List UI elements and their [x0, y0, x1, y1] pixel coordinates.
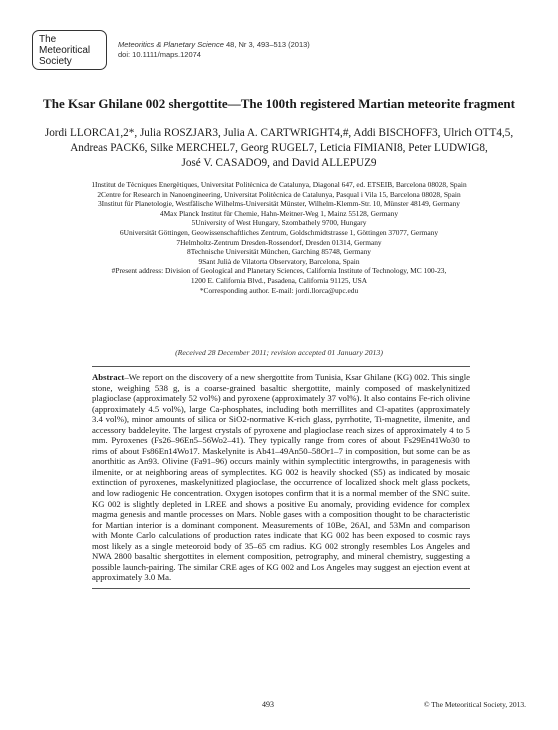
abstract-text: –We report on the discovery of a new shergottite from Tunisia, Ksar Ghilane (KG) 002. This single stone, weighing 538 g, is a coarse-grained basaltic shergottite, mainly composed of maskelynitized plagioclase (approximately 52 vol%) and pyroxene (approximately 37 vol%). It also contains Fe-rich olivine (approximately 4.5 vol%), large Ca-phosphates, including both merrillites and Cl-apatites (approximately 3.4 vol%), minor amounts of silica or SiO2-normative K-rich glass, pyrrhotite, Ti-magnetite, ilmenite, and accessory baddeleyite. The largest crystals of pyroxene and plagioclase reach sizes of approximately 4 to 5 mm. Pyroxenes (Fs26–96En5–56Wo2–41). They typically range from cores of about Fs29En41Wo30 to rims of about Fs86En14Wo17. Maskelynite is Ab41–49An50–58Or1–7 in composition, but some can be as anorthitic as An93. Olivine (Fa91–96) occurs mainly within symplectitic intergrowths, in paragenesis with ilmenite, or at neighboring areas of symplectites. KG 002 is heavily shocked (S5) as indicated by mosaic extinction of pyroxenes, maskelynitized plagioclase, the occurrence of localized shock melt glass pockets, and low radiogenic He concentration. Oxygen isotopes confirm that it is a normal member of the SNC suite. KG 002 is slightly depleted in LREE and shows a positive Eu anomaly, providing evidence for complex magma genesis and mantle processes on Mars. Noble gases with a composition thought to be characteristic for Martian interior is a dominant component. Measurements of 10Be, 26Al, and 53Mn and comparison with Monte Carlo calculations of production rates indicate that KG 002 has been exposed to cosmic rays most likely as a single meteoroid body of 35–65 cm radius. KG 002 strongly resembles Los Angeles and NWA 2800 basaltic shergottites in element composition, petrography, and mineral chemistry, suggesting a possible launch-pairing. The similar CRE ages of KG 002 and Los Angeles may suggest an ejection event at approximately 3.0 Ma.: [92, 372, 470, 583]
affiliation: 3Institut für Planetologie, Westfälische Wilhelms-Universität Münster, Wilhelm-Klemm-Str. 10, Münster 48149, Germany: [97, 199, 461, 209]
affiliation: 5University of West Hungary, Szombathely 9700, Hungary: [191, 218, 367, 228]
author-line: José V. CASADO9, and David ALLEPUZ9: [181, 157, 377, 169]
paper-title: The Ksar Ghilane 002 shergottite—The 100th registered Martian meteorite fragment: [43, 96, 515, 111]
affiliation: 4Max Planck Institut für Chemie, Hahn-Meitner-Weg 1, Mainz 55128, Germany: [159, 208, 399, 218]
logo-line-2: Meteoritical: [39, 45, 91, 56]
affiliation: 6Universität Göttingen, Geowissenschaftliches Zentrum, Goldschmidtstrasse 1, Göttingen 37077, Germany: [119, 227, 439, 237]
affiliation: 1200 E. California Blvd., Pasadena, California 91125, USA: [190, 275, 368, 285]
author-list: [40, 126, 518, 171]
logo-line-1: The: [39, 34, 57, 45]
journal-header: [118, 40, 310, 60]
abstract: [92, 366, 470, 583]
corresponding-author: *Corresponding author. E-mail: jordi.llorca@upc.edu: [199, 285, 359, 295]
author-line: Jordi LLORCA1,2*, Julia ROSZJAR3, Julia A. CARTWRIGHT4,#, Addi BISCHOFF3, Ulrich OTT4,5,: [44, 127, 514, 139]
journal-volume: 48, Nr 3, 493–513 (2013): [223, 40, 310, 49]
abstract-label: Abstract: [92, 372, 125, 382]
affiliation: #Present address: Division of Geological and Planetary Sciences, California Institute of Technology, MC 100-23,: [111, 266, 447, 276]
affiliation: 8Technische Universität München, Garching 85748, Germany: [187, 247, 371, 257]
copyright-notice: © The Meteoritical Society, 2013.: [423, 700, 526, 709]
affiliation: 2Centre for Research in Nanoengineering, Universitat Politècnica de Catalunya, Pasqual i Vila 15, Barcelona 08028, Spain: [97, 189, 461, 199]
page-number: 493: [262, 700, 274, 709]
journal-doi[interactable]: doi: 10.1111/maps.12074: [118, 50, 201, 59]
affiliation: 7Helmholtz-Zentrum Dresden-Rossendorf, Dresden 01314, Germany: [176, 237, 382, 247]
journal-name: Meteoritics & Planetary Science: [118, 40, 224, 49]
logo-line-3: Society: [39, 56, 72, 67]
author-line: Andreas PACK6, Silke MERCHEL7, Georg RUGEL7, Leticia FIMIANI8, Peter LUDWIG8,: [70, 142, 488, 154]
affiliation: 9Sant Julià de Vilatorta Observatory, Barcelona, Spain: [198, 256, 360, 266]
society-logo: [32, 30, 107, 70]
affiliation: 1Institut de Tècniques Energètiques, Universitat Politècnica de Catalunya, Diagonal 647, ed. ETSEIB, Barcelona 08028, Spain: [91, 180, 467, 189]
received-dates: (Received 28 December 2011; revision accepted 01 January 2013): [175, 348, 383, 357]
affiliations: [30, 180, 528, 295]
abstract-divider: [92, 588, 470, 589]
